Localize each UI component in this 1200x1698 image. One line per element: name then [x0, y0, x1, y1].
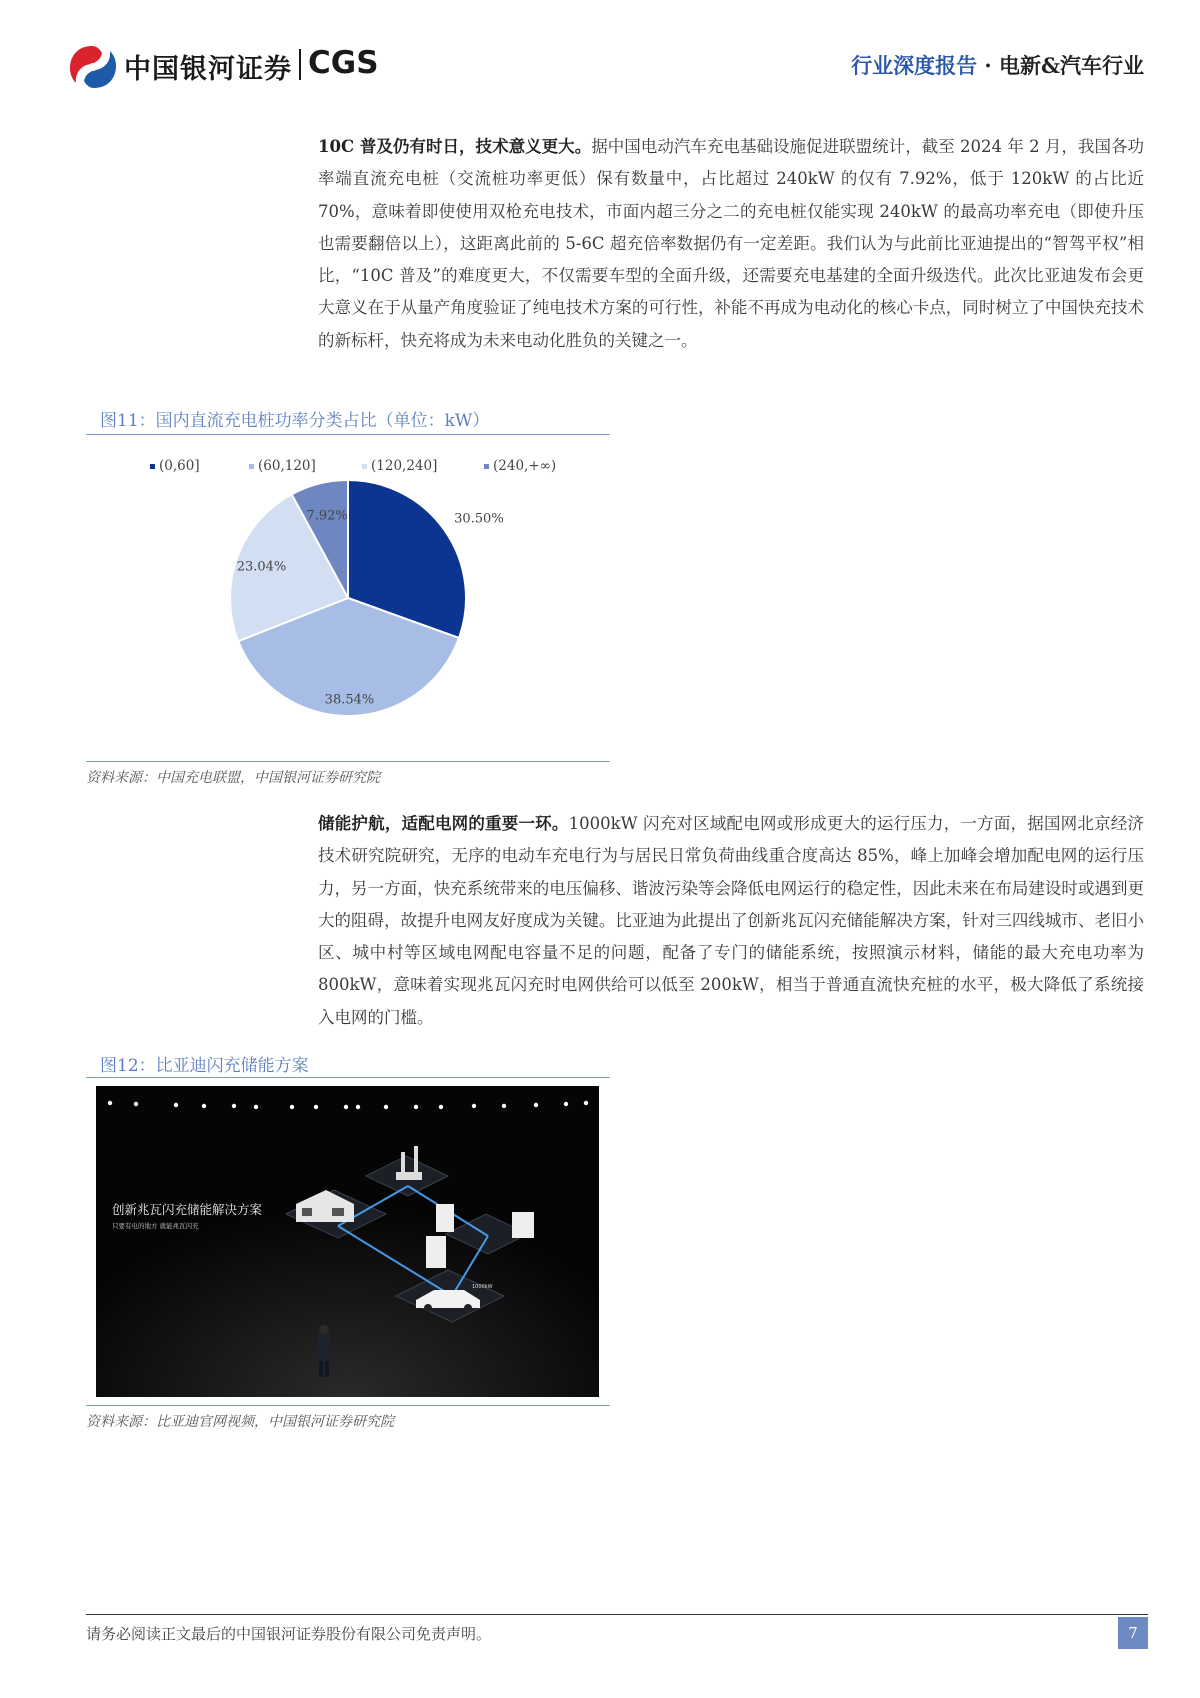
- pie-data-label: 23.04%: [236, 559, 287, 575]
- report-category: [851, 50, 1144, 80]
- footer-disclaimer: 请务必阅读正文最后的中国银河证券股份有限公司免责声明。: [86, 1625, 492, 1643]
- pie-data-label: 38.54%: [324, 692, 375, 708]
- brand-name-cn: 中国银河证券: [124, 54, 292, 85]
- pie-data-label: 7.92%: [306, 508, 348, 524]
- footer-rule: [86, 1614, 1148, 1615]
- industry-name: 电新&汽车行业: [999, 53, 1144, 78]
- figure12-source: 资料来源：比亚迪官网视频，中国银河证券研究院: [86, 1414, 394, 1430]
- brand-name-en: CGS: [308, 45, 379, 81]
- legend-label: (60,120]: [258, 458, 316, 474]
- pie-data-label: 30.50%: [454, 511, 504, 527]
- paragraph-10c: [318, 131, 1144, 357]
- header-separator: ·: [977, 53, 1000, 78]
- photo-power-label: 1000kW: [472, 1284, 493, 1290]
- figure12-title: 图12：比亚迪闪充储能方案: [100, 1056, 309, 1076]
- paragraph-body: 1000kW 闪充对区域配电网或形成更大的运行压力，一方面，据国网北京经济技术研究院研究，无序的电动车充电行为与居民日常负荷曲线重合度高达 85%，峰上加峰会增加配电网的运行压力，另一方面，快充系统带来的电压偏移、谐波污染等会降低电网运行的稳定性，因此未来在布局建设时或遇到更大的阻碍，故提升电网友好度成为关键。比亚迪为此提出了创新兆瓦闪充储能解决方案，针对三四线城市、老旧小区、城中村等区域电网配电容量不足的问题，配备了专门的储能系统，按照演示材料，储能的最大充电功率为 800kW，意味着实现兆瓦闪充时电网供给可以低至 200kW，相当于普通直流快充桩的水平，极大降低了系统接入电网的门槛。: [318, 814, 1145, 1027]
- photo-caption: 创新兆瓦闪充储能解决方案: [112, 1202, 263, 1217]
- legend-label: (120,240]: [371, 458, 438, 474]
- report-type: 行业深度报告: [851, 53, 978, 78]
- paragraph-storage: [318, 808, 1144, 1034]
- byd-flash-charge-photo: [96, 1086, 599, 1397]
- cgs-logo-icon: [68, 44, 118, 90]
- legend-swatch: [249, 464, 254, 469]
- brand-divider: [299, 49, 301, 80]
- figure11-title: 图11：国内直流充电桩功率分类占比（单位：kW）: [100, 411, 490, 431]
- figure11-bottom-rule: [86, 761, 610, 762]
- stage-scene-image: [96, 1086, 599, 1397]
- legend-label: (240,+∞): [493, 458, 557, 474]
- legend-item-0-60: [150, 458, 200, 474]
- figure11-top-rule: [86, 434, 610, 435]
- page-number: 7: [1118, 1617, 1148, 1649]
- power-share-pie-chart: [200, 470, 520, 750]
- photo-subcaption: 只要有电的地方 就能兆瓦闪充: [112, 1222, 199, 1230]
- paragraph-lead: 储能护航，适配电网的重要一环。: [318, 814, 569, 833]
- paragraph-body: 据中国电动汽车充电基础设施促进联盟统计，截至 2024 年 2 月，我国各功率端直流充电桩（交流桩功率更低）保有数量中，占比超过 240kW 的仅有 7.92%，低于 120kW 的占比近 70%，意味着即使使用双枪充电技术，市面内超三分之二的充电桩仅能实现 240kW 的最高功率充电（即使升压也需要翻倍以上），这距离此前的 5-6C 超充倍率数据仍有一定差距。我们认为与此前比亚迪提出的“智驾平权”相比，“10C 普及”的难度更大，不仅需要车型的全面升级，还需要充电基建的全面升级迭代。此次比亚迪发布会更大意义在于从量产角度验证了纯电技术方案的可行性，补能不再成为电动化的核心卡点，同时树立了中国快充技术的新标杆，快充将成为未来电动化胜负的关键之一。: [318, 137, 1144, 350]
- figure11-source: 资料来源：中国充电联盟，中国银河证券研究院: [86, 770, 380, 786]
- paragraph-lead: 10C 普及仍有时日，技术意义更大。: [318, 137, 592, 156]
- legend-label: (0,60]: [159, 458, 200, 474]
- legend-swatch: [150, 464, 155, 469]
- legend-swatch: [484, 464, 489, 469]
- figure12-top-rule: [86, 1077, 610, 1078]
- legend-swatch: [362, 464, 367, 469]
- figure12-bottom-rule: [86, 1405, 610, 1406]
